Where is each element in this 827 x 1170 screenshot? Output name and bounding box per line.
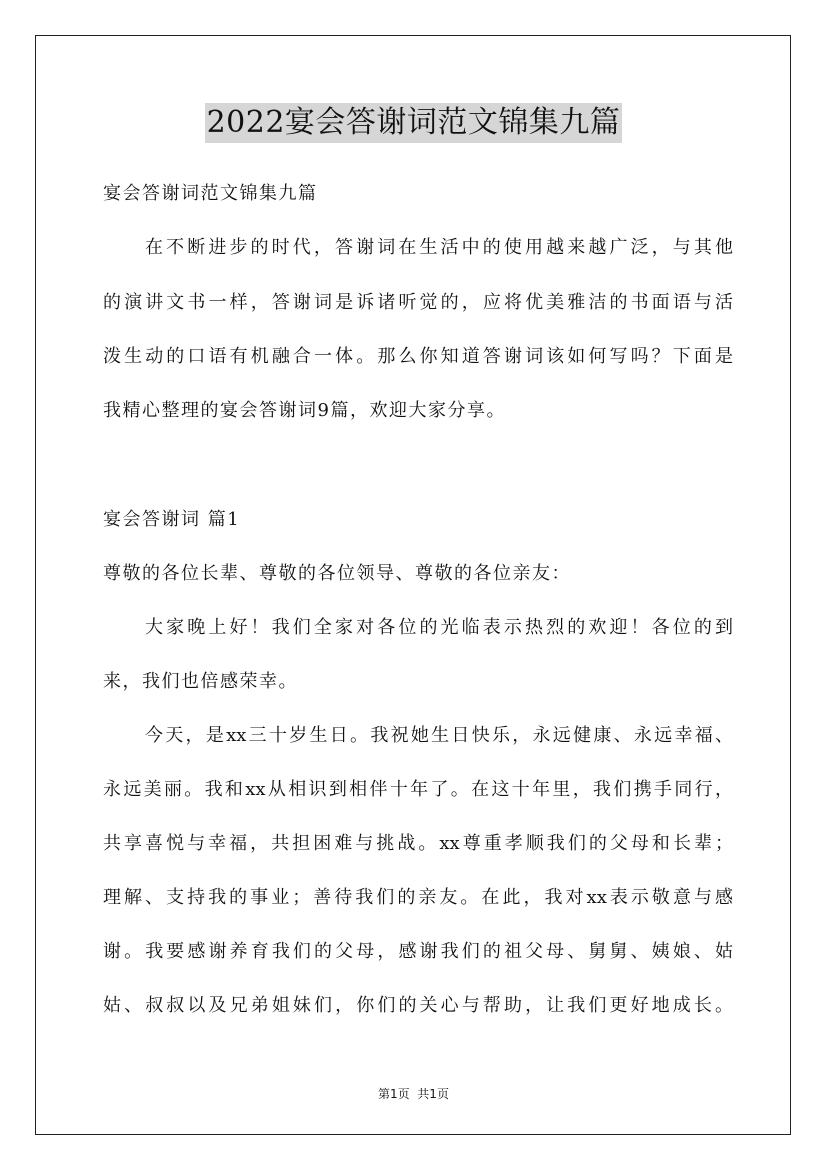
intro-line-4: 我精心整理的宴会答谢词9篇，欢迎大家分享。 — [103, 400, 506, 421]
title-container — [0, 103, 827, 143]
para2-line-1: 今天，是xx三十岁生日。我祝她生日快乐，永远健康、永远幸福、 — [145, 725, 733, 746]
para2-line-5: 谢。我要感谢养育我们的父母，感谢我们的祖父母、舅舅、姨娘、姑 — [103, 941, 733, 962]
intro-line-1: 在不断进步的时代，答谢词在生活中的使用越来越广泛，与其他 — [145, 237, 733, 258]
page-footer: 第1页 共1页 — [378, 1087, 449, 1101]
intro-line-2: 的演讲文书一样，答谢词是诉诸听觉的，应将优美雅洁的书面语与活 — [103, 292, 733, 313]
salutation: 尊敬的各位长辈、尊敬的各位领导、尊敬的各位亲友： — [103, 563, 571, 584]
para2-line-4: 理解、支持我的事业；善待我们的亲友。在此，我对xx表示敬意与感 — [103, 887, 733, 908]
subtitle: 宴会答谢词范文锦集九篇 — [103, 183, 318, 204]
intro-line-3: 泼生动的口语有机融合一体。那么你知道答谢词该如何写吗？下面是 — [103, 346, 733, 367]
para1-line-2: 来，我们也倍感荣幸。 — [103, 671, 298, 692]
section-heading: 宴会答谢词 篇1 — [103, 509, 241, 530]
para2-line-3: 共享喜悦与幸福，共担困难与挑战。xx尊重孝顺我们的父母和长辈； — [103, 833, 733, 854]
para2-line-2: 永远美丽。我和xx从相识到相伴十年了。在这十年里，我们携手同行， — [103, 779, 733, 800]
para2-line-6: 姑、叔叔以及兄弟姐妹们，你们的关心与帮助，让我们更好地成长。 — [103, 995, 733, 1016]
document-title: 2022宴会答谢词范文锦集九篇 — [205, 103, 623, 143]
para1-line-1: 大家晚上好！我们全家对各位的光临表示热烈的欢迎！各位的到 — [145, 617, 733, 638]
